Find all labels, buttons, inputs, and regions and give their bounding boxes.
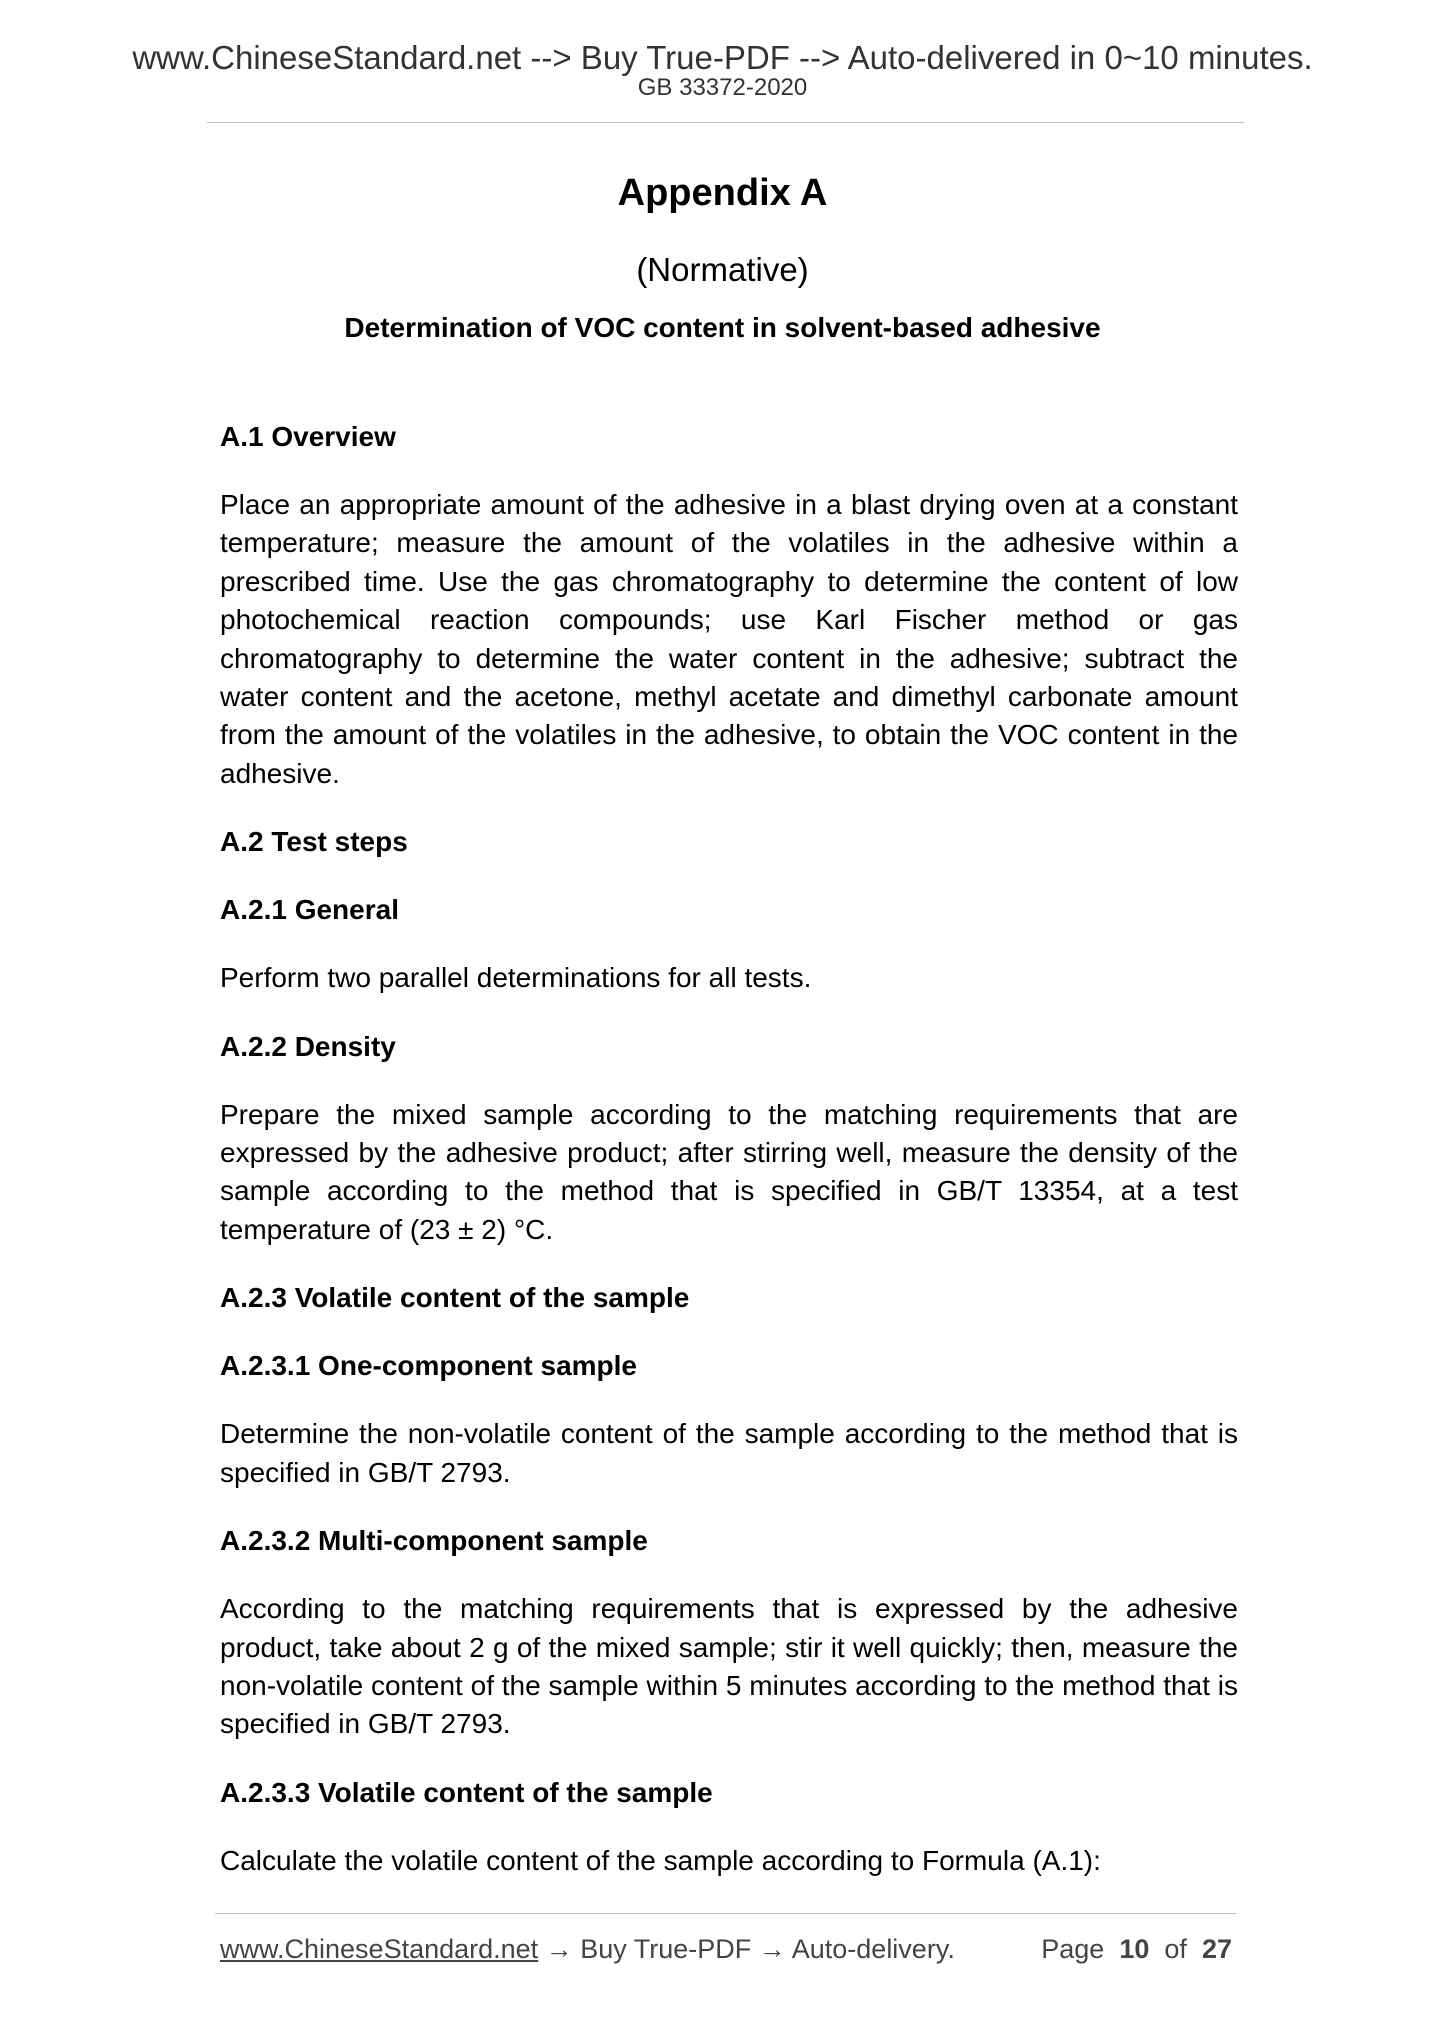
footer-divider bbox=[215, 1913, 1236, 1914]
page-total: 27 bbox=[1201, 1934, 1232, 1964]
footer-promo bbox=[220, 1932, 955, 1966]
section-heading-a1: A.1 Overview bbox=[220, 421, 396, 452]
appendix-subtitle: Determination of VOC content in solvent-based adhesive bbox=[344, 312, 1101, 343]
paragraph-general: Perform two parallel determinations for all tests. bbox=[220, 962, 812, 994]
site-banner: www.ChineseStandard.net --> Buy True-PDF --> Auto-delivered in 0~10 minutes. bbox=[132, 39, 1313, 76]
paragraph-one-component: Determine the non-volatile content of the sample according to the method that is specified in GB/T 2793. bbox=[220, 1418, 1238, 1488]
page-current: 10 bbox=[1119, 1934, 1150, 1964]
header-divider bbox=[207, 122, 1244, 123]
appendix-type: (Normative) bbox=[636, 251, 809, 288]
page-number bbox=[1041, 1932, 1232, 1966]
page-label: Page bbox=[1041, 1934, 1105, 1964]
page-of-label: of bbox=[1164, 1934, 1187, 1964]
section-heading-a2-3-3: A.2.3.3 Volatile content of the sample bbox=[220, 1776, 713, 1808]
section-heading-a2-1: A.2.1 General bbox=[220, 894, 399, 926]
section-heading-a2-3-2: A.2.3.2 Multi-component sample bbox=[220, 1525, 648, 1557]
paragraph-overview: Place an appropriate amount of the adhesive in a blast drying oven at a constant temperature; measure the amount of the volatiles in the adhesive within a prescribed time. Use the gas chromatography to determine the content of low photochemical reaction compounds; use Karl Fischer method or gas chromatography to determine the water content in the adhesive; subtract the water content and the acetone, methyl acetate and dimethyl carbonate amount from the amount of the volatiles in the adhesive, to obtain the VOC content in the adhesive. bbox=[220, 489, 1238, 789]
appendix-title: Appendix A bbox=[617, 172, 828, 214]
section-heading-a2-3-1: A.2.3.1 One-component sample bbox=[220, 1350, 637, 1382]
section-heading-a2: A.2 Test steps bbox=[220, 826, 408, 858]
page-footer bbox=[220, 1932, 1232, 1966]
document-body bbox=[220, 418, 1238, 1910]
footer-promo-text: → Buy True-PDF → Auto-delivery. bbox=[538, 1934, 955, 1964]
paragraph-density: Prepare the mixed sample according to the matching requirements that are expressed by the adhesive product; after stirring well, measure the density of the sample according to the method that is specified in GB/T 13354, at a test temperature of (23 ± 2) °C. bbox=[220, 1098, 1238, 1245]
footer-site-link[interactable]: www.ChineseStandard.net bbox=[220, 1934, 539, 1964]
document-id: GB 33372-2020 bbox=[637, 74, 808, 101]
section-heading-a2-3: A.2.3 Volatile content of the sample bbox=[220, 1282, 690, 1314]
paragraph-volatile-formula: Calculate the volatile content of the sample according to Formula (A.1): bbox=[220, 1844, 1101, 1876]
section-heading-a2-2: A.2.2 Density bbox=[220, 1030, 396, 1062]
paragraph-multi-component: According to the matching requirements that is expressed by the adhesive product, take about 2 g of the mixed sample; stir it well quickly; then, measure the non-volatile content of the sample within 5 minutes according to the method that is specified in GB/T 2793. bbox=[220, 1593, 1238, 1740]
